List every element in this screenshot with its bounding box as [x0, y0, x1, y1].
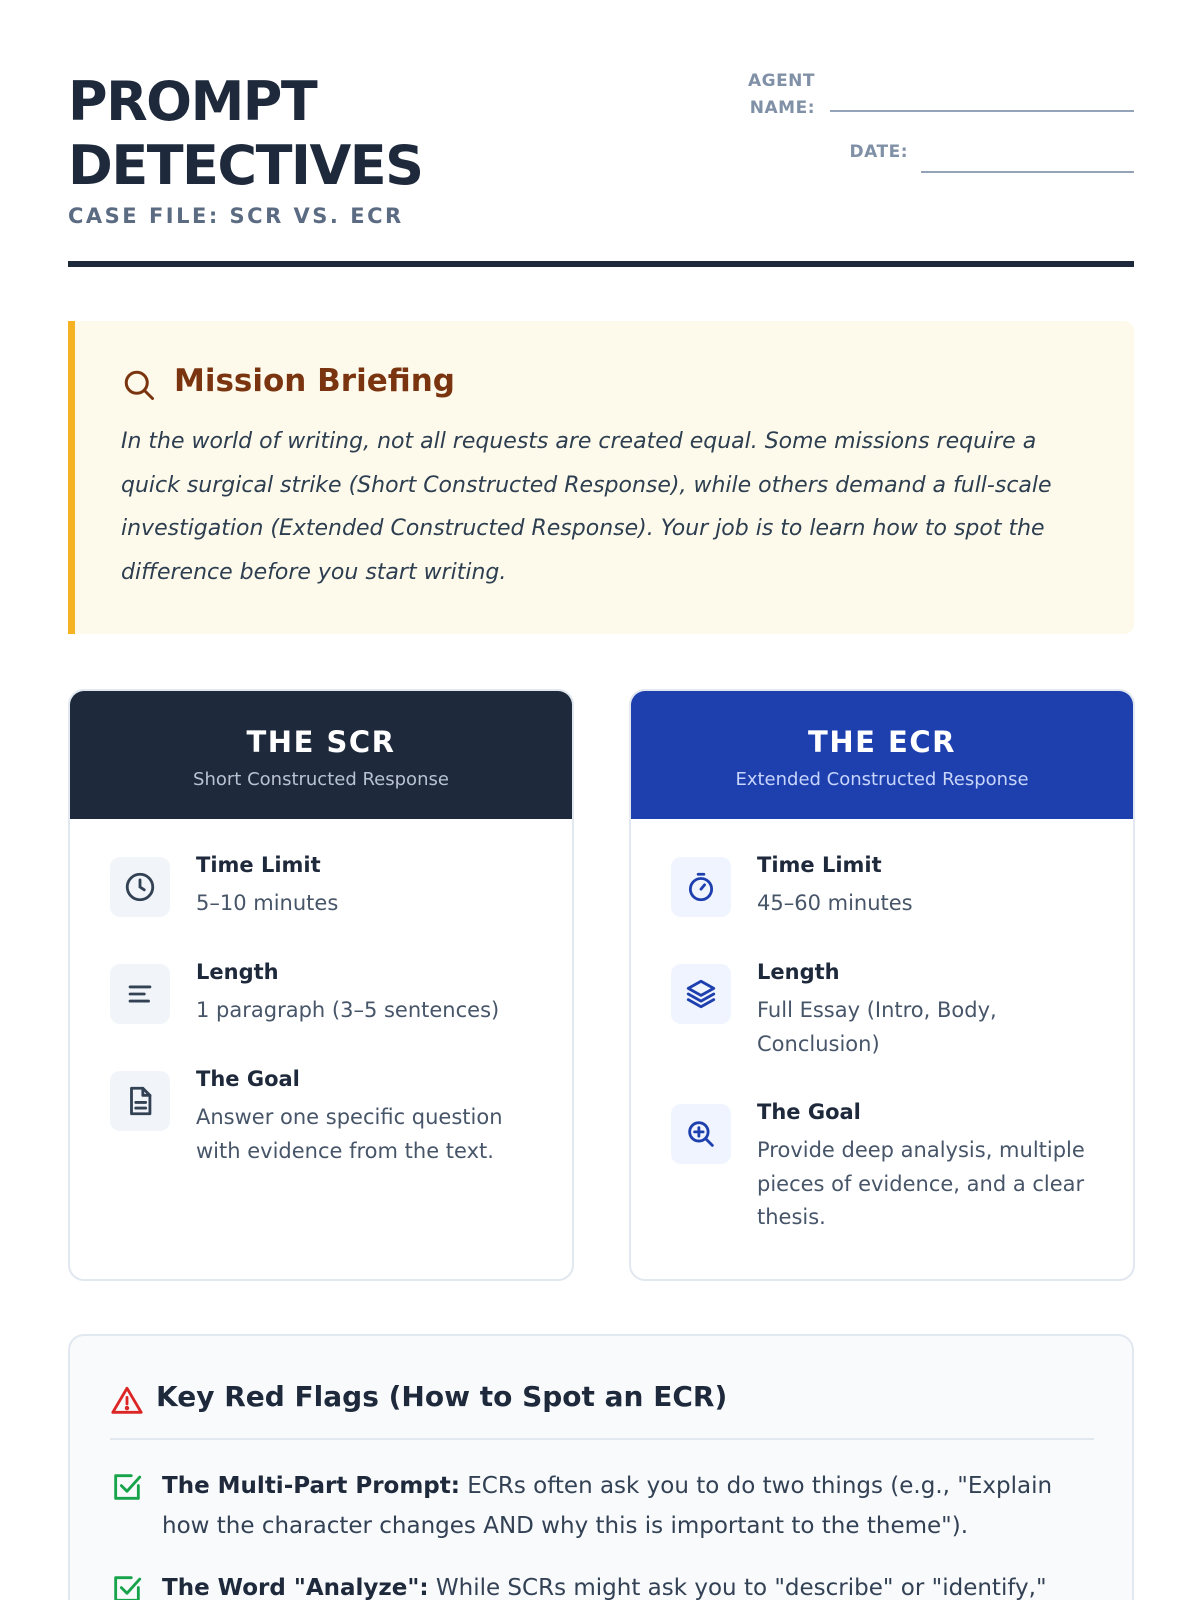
item-desc: 5–10 minutes [196, 891, 339, 915]
ecr-card [629, 689, 1135, 1281]
stopwatch-icon [671, 857, 731, 917]
mission-briefing [68, 321, 1134, 634]
flag-body: ECRs often ask you to do two things (e.g., "Explain how the character changes AND why this is important to the theme"). [162, 1473, 1053, 1539]
red-flags-title: Key Red Flags (How to Spot an ECR) [156, 1380, 728, 1413]
briefing-text: In the world of writing, not all requests are created equal. Some missions require a quick surgical strike (Short Constructed Response), while others demand a full-scale investigation (Extended Constructed Response). Your job is to learn how to spot the difference before you start writing. [121, 429, 1052, 585]
date-label: DATE: [849, 142, 908, 162]
red-flags-divider [110, 1438, 1094, 1440]
item-title: Length [757, 960, 840, 984]
flag-label: The Multi-Part Prompt: [162, 1473, 460, 1499]
warning-icon [110, 1384, 144, 1418]
title-line-1: PROMPT [68, 70, 317, 133]
flag-text [162, 1466, 1094, 1546]
briefing-title: Mission Briefing [174, 363, 455, 399]
item-title: Length [196, 960, 279, 984]
ecr-card-title: THE ECR [808, 725, 956, 759]
flag-label: The Word "Analyze": [162, 1575, 429, 1600]
agent-label-line-1: AGENT [747, 71, 815, 91]
item-title: The Goal [757, 1100, 861, 1124]
check-square-icon [110, 1572, 144, 1600]
item-title: Time Limit [757, 853, 882, 877]
item-title: Time Limit [196, 853, 321, 877]
scr-card-header [70, 691, 572, 819]
item-title: The Goal [196, 1067, 300, 1091]
item-desc: Answer one specific question with evidence from the text. [196, 1105, 503, 1163]
align-left-icon [110, 964, 170, 1024]
agent-name-label [720, 68, 815, 122]
clock-icon [110, 857, 170, 917]
item-desc: 45–60 minutes [757, 891, 913, 915]
search-icon [121, 367, 157, 403]
check-square-icon [110, 1470, 144, 1504]
header-divider [68, 261, 1134, 267]
flag-text [162, 1568, 1094, 1600]
flag-body: While SCRs might ask you to "describe" or "identify," [428, 1575, 1047, 1600]
date-field[interactable] [921, 171, 1134, 173]
scr-card-subtitle: Short Constructed Response [193, 769, 449, 790]
item-desc: Full Essay (Intro, Body, Conclusion) [757, 998, 997, 1056]
item-desc: Provide deep analysis, multiple pieces of evidence, and a clear thesis. [757, 1138, 1085, 1229]
scr-card-title: THE SCR [246, 725, 396, 759]
red-flags-section [68, 1334, 1134, 1600]
item-desc: 1 paragraph (3–5 sentences) [196, 998, 500, 1022]
ecr-card-header [631, 691, 1133, 819]
title-line-2: DETECTIVES [68, 134, 423, 197]
ecr-card-subtitle: Extended Constructed Response [735, 769, 1029, 790]
agent-label-line-2: NAME: [749, 98, 815, 118]
agent-name-field[interactable] [830, 110, 1134, 112]
case-file-subtitle: CASE FILE: SCR VS. ECR [68, 204, 404, 228]
worksheet-header [68, 70, 1134, 268]
scr-card [68, 689, 574, 1281]
layers-icon [671, 964, 731, 1024]
zoom-in-icon [671, 1104, 731, 1164]
document-icon [110, 1071, 170, 1131]
